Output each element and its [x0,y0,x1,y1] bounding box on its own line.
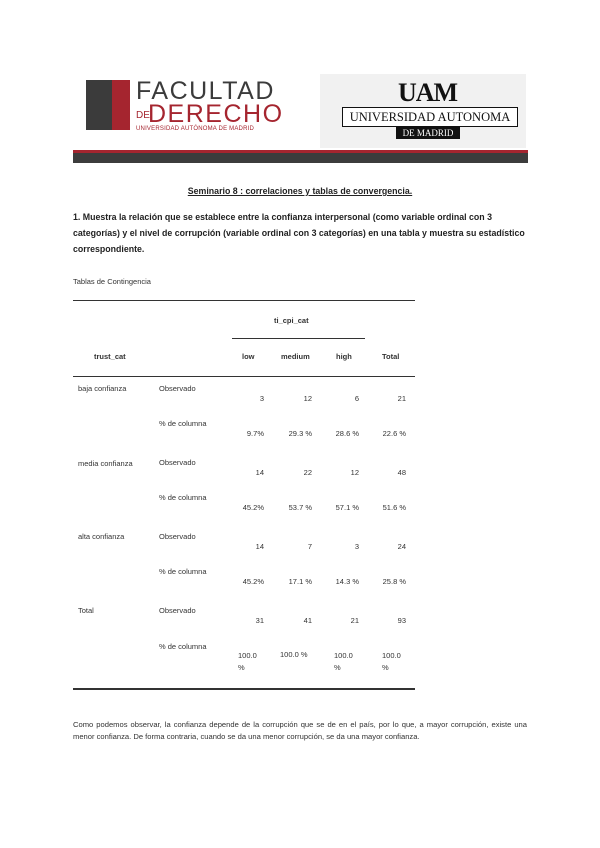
cell-percent-low: 45.2% [242,503,264,512]
column-header-total: Total [382,352,400,361]
cell-percent-high: 57.1 % [335,503,359,512]
logo-mark [86,80,130,130]
table-bottom-rule [73,688,415,690]
cell-observed-high: 12 [350,468,359,477]
cell-observed-total: 24 [397,542,406,551]
cell-percent-medium: 100.0 % [280,650,308,659]
cell-percent-high: 28.6 % [335,429,359,438]
uam-name: UNIVERSIDAD AUTONOMA [342,107,518,127]
facultad-derecho-logo [86,77,284,140]
cell-percent-total: 51.6 % [382,503,406,512]
observed-label: Observado [159,458,196,467]
percent-label: % de columna [159,419,207,428]
cell-percent-medium: 17.1 % [288,577,312,586]
cell-percent-medium: 29.3 % [288,429,312,438]
cell-percent-total: 100.0 % [382,651,401,672]
column-header-medium: medium [281,352,310,361]
column-variable-header: ti_cpi_cat [274,316,309,325]
row-group-label: Total [78,606,94,615]
table-caption: Tablas de Contingencia [73,277,151,286]
uam-mark: UAM [398,78,458,107]
row-group-label: media confianza [78,459,133,468]
header-bottom-rule [73,376,415,377]
cell-percent-total: 22.6 % [382,429,406,438]
cell-observed-high: 3 [354,542,359,551]
table-top-rule [73,300,415,301]
percent-label: % de columna [159,493,207,502]
percent-label: % de columna [159,567,207,576]
conclusion-paragraph: Como podemos observar, la confianza depende de la corrupción que se de en el país, por lo que, a mayor corrupción, existe una menor confianza. De forma contraria, cuando se da una menor corrupción, se da una mayor confianza. [73,720,527,742]
uam-city: DE MADRID [396,127,460,139]
cell-observed-low: 14 [255,542,264,551]
cell-observed-high: 6 [354,394,359,403]
header-band-dark [73,153,528,163]
cell-observed-medium: 7 [307,542,312,551]
cell-percent-low: 9.7% [246,429,264,438]
cell-observed-medium: 22 [303,468,312,477]
observed-label: Observado [159,532,196,541]
logo-line3: UNIVERSIDAD AUTÓNOMA DE MADRID [136,126,255,132]
percent-label: % de columna [159,642,207,651]
cell-observed-low: 3 [259,394,264,403]
cell-observed-medium: 41 [303,616,312,625]
cell-percent-medium: 53.7 % [288,503,312,512]
observed-label: Observado [159,384,196,393]
logo-line1: FACULTAD [136,77,275,105]
logo-derecho: DERECHO [148,100,284,128]
uam-logo [320,74,526,148]
question-text: 1. Muestra la relación que se establece entre la confianza interpersonal (como variable ordinal con 3 categorías) y el nivel de corrupción (variable ordinal con 3 categorías) en una tabla y muestra su estadístico correspondiente. [73,212,525,254]
cell-percent-low: 45.2% [242,577,264,586]
cell-observed-low: 31 [255,616,264,625]
row-group-label: baja confianza [78,384,127,393]
logo-line2 [136,100,284,129]
cell-observed-high: 21 [350,616,359,625]
cell-percent-high: 100.0 % [334,651,353,672]
observed-label: Observado [159,606,196,615]
row-variable-header: trust_cat [94,352,126,361]
column-header-low: low [242,352,255,361]
logo-de: DE [136,109,150,121]
row-group-label: alta confianza [78,532,125,541]
cell-observed-total: 21 [397,394,406,403]
cell-percent-high: 14.3 % [335,577,359,586]
cell-observed-total: 93 [397,616,406,625]
cell-percent-low: 100.0 % [238,651,257,672]
seminar-title: Seminario 8 : correlaciones y tablas de convergencia. [187,186,413,196]
column-group-rule [232,338,365,339]
cell-percent-total: 25.8 % [382,577,406,586]
cell-observed-low: 14 [255,468,264,477]
column-header-high: high [336,352,352,361]
cell-observed-medium: 12 [303,394,312,403]
cell-observed-total: 48 [397,468,406,477]
